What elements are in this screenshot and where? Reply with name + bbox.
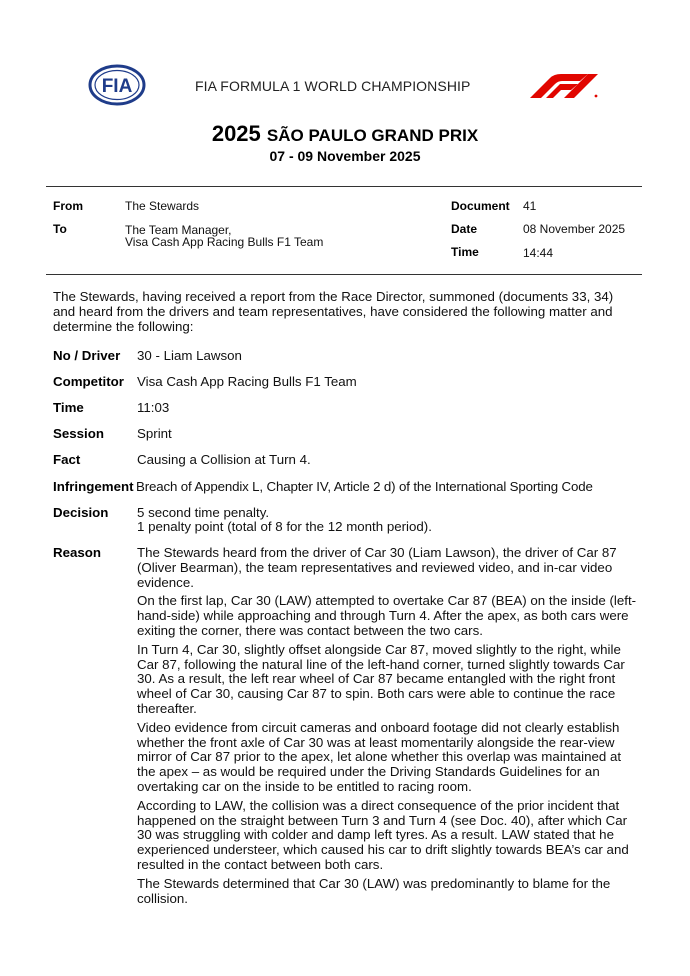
reason-body [137, 546, 643, 910]
reason-paragraph: On the first lap, Car 30 (LAW) attempted to overtake Car 87 (BEA) on the inside (left-hand-side) while approaching and through Turn 4. After the apex, as both cars were exiting the corner, there was contact between the two cars. [137, 593, 637, 638]
competitor-value: Visa Cash App Racing Bulls F1 Team [137, 374, 357, 389]
divider-middle [46, 274, 642, 275]
document-label: Document [451, 199, 510, 213]
fia-logo-icon [88, 64, 146, 106]
reason-paragraph: According to LAW, the collision was a direct consequence of the prior incident that happened on the straight between Turn 3 and Turn 4 (see Doc. 40), after which Car 30 was struggling with colder and damp left tyres. As a result. LAW stated that he experienced understeer, which caused his car to drift slightly towards BEA’s car and resulted in the contact between both cars. [137, 797, 629, 872]
driver-value: 30 - Liam Lawson [137, 348, 242, 363]
reason-label: Reason [53, 545, 102, 560]
decision-label: Decision [53, 505, 109, 520]
session-value: Sprint [137, 426, 172, 441]
date-label: Date [451, 222, 478, 236]
f1-logo-icon [516, 74, 600, 98]
date-value: 08 November 2025 [523, 222, 626, 236]
decision-line2: 1 penalty point (total of 8 for the 12 month period). [137, 519, 432, 534]
infringement-label: Infringement [53, 479, 134, 494]
infringement-value: Breach of Appendix L, Chapter IV, Article 2 d) of the International Sporting Code [136, 479, 593, 494]
divider-top [46, 186, 642, 187]
event-name: SÃO PAULO GRAND PRIX [266, 126, 479, 145]
to-label: To [53, 222, 67, 236]
time-field-value: 11:03 [137, 400, 170, 415]
from-value: The Stewards [125, 199, 200, 213]
intro-paragraph: The Stewards, having received a report from the Race Director, summoned (documents 33, 34) and heard from the drivers and team representatives, have considered the following matter and determine the following: [53, 289, 614, 334]
time-field-label: Time [53, 400, 84, 415]
fia-logo-text: FIA [101, 76, 133, 97]
time-label: Time [451, 245, 479, 259]
championship-title: FIA FORMULA 1 WORLD CHAMPIONSHIP [195, 78, 471, 94]
to-value-line2: Visa Cash App Racing Bulls F1 Team [125, 235, 324, 249]
competitor-label: Competitor [53, 374, 124, 389]
event-dates: 07 - 09 November 2025 [269, 148, 421, 164]
event-year: 2025 [211, 121, 261, 146]
fact-value: Causing a Collision at Turn 4. [137, 452, 311, 467]
event-title [0, 121, 690, 147]
decision-line1: 5 second time penalty. [137, 505, 270, 520]
session-label: Session [53, 426, 104, 441]
to-value-line1: The Team Manager, [125, 223, 232, 237]
time-value: 14:44 [523, 246, 554, 260]
document-value: 41 [523, 199, 537, 213]
driver-label: No / Driver [53, 348, 121, 363]
reason-paragraph: The Stewards heard from the driver of Car 30 (Liam Lawson), the driver of Car 87 (Oliver Bearman), the team representatives and reviewed video, and in-car video evidence. [137, 545, 617, 590]
fact-label: Fact [53, 452, 81, 467]
reason-paragraph: In Turn 4, Car 30, slightly offset alongside Car 87, moved slightly to the right, while Car 87, following the natural line of the left-hand corner, turned slightly towards Car 30. As a result, the left rear wheel of Car 87 became entangled with the right front wheel of Car 30, causing Car 87 to spin. Both cars were able to continue the race thereafter. [137, 641, 625, 716]
from-label: From [53, 199, 83, 213]
reason-paragraph: Video evidence from circuit cameras and onboard footage did not clearly establish whether the front axle of Car 30 was at least momentarily alongside the rear-view mirror of Car 87 prior to the apex, let alone whether this overlap was maintained at the apex – as would be required under the Driving Standards Guidelines for an overtaking car on the inside to be entitled to racing room. [137, 719, 622, 794]
reason-paragraph: The Stewards determined that Car 30 (LAW) was predominantly to blame for the collision. [137, 875, 611, 906]
